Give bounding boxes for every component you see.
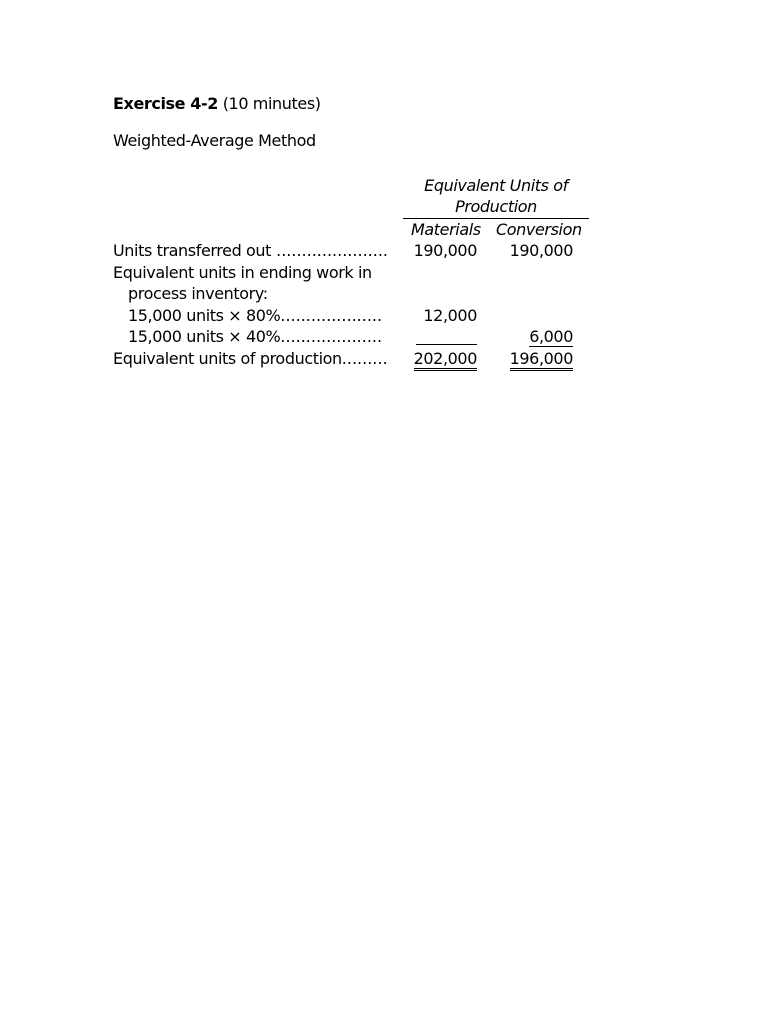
row-units-transferred-out-label: Units transferred out ...................... xyxy=(113,241,388,260)
row-units-80-materials: 12,000 xyxy=(423,306,477,325)
row-equivalent-units-conversion: 196,000 xyxy=(505,349,573,369)
materials-subtotal-rule xyxy=(416,344,477,345)
row-units-80-label: 15,000 units × 80%.................... xyxy=(128,306,383,325)
exercise-duration: (10 minutes) xyxy=(222,94,321,113)
equivalent-units-header-line1: Equivalent Units of xyxy=(424,176,568,195)
row-units-transferred-out-materials: 190,000 xyxy=(413,241,477,260)
column-header-conversion: Conversion xyxy=(496,220,582,239)
row-equivalent-units-materials: 202,000 xyxy=(405,349,477,369)
exercise-number: Exercise 4-2 xyxy=(113,94,219,113)
column-header-materials: Materials xyxy=(411,220,481,239)
row-process-inventory-label: process inventory: xyxy=(128,284,268,303)
row-units-40-conversion: 6,000 xyxy=(529,327,573,346)
row-equivalent-units-label: Equivalent units of production......... xyxy=(113,349,388,368)
equivalent-units-header xyxy=(403,175,589,219)
equivalent-units-header-line2: Production xyxy=(455,197,537,216)
method-subtitle: Weighted-Average Method xyxy=(113,131,316,150)
row-ending-wip-label: Equivalent units in ending work in xyxy=(113,263,372,282)
row-units-transferred-out-conversion: 190,000 xyxy=(509,241,573,260)
exercise-title xyxy=(113,94,321,114)
row-units-40-label: 15,000 units × 40%.................... xyxy=(128,327,383,346)
